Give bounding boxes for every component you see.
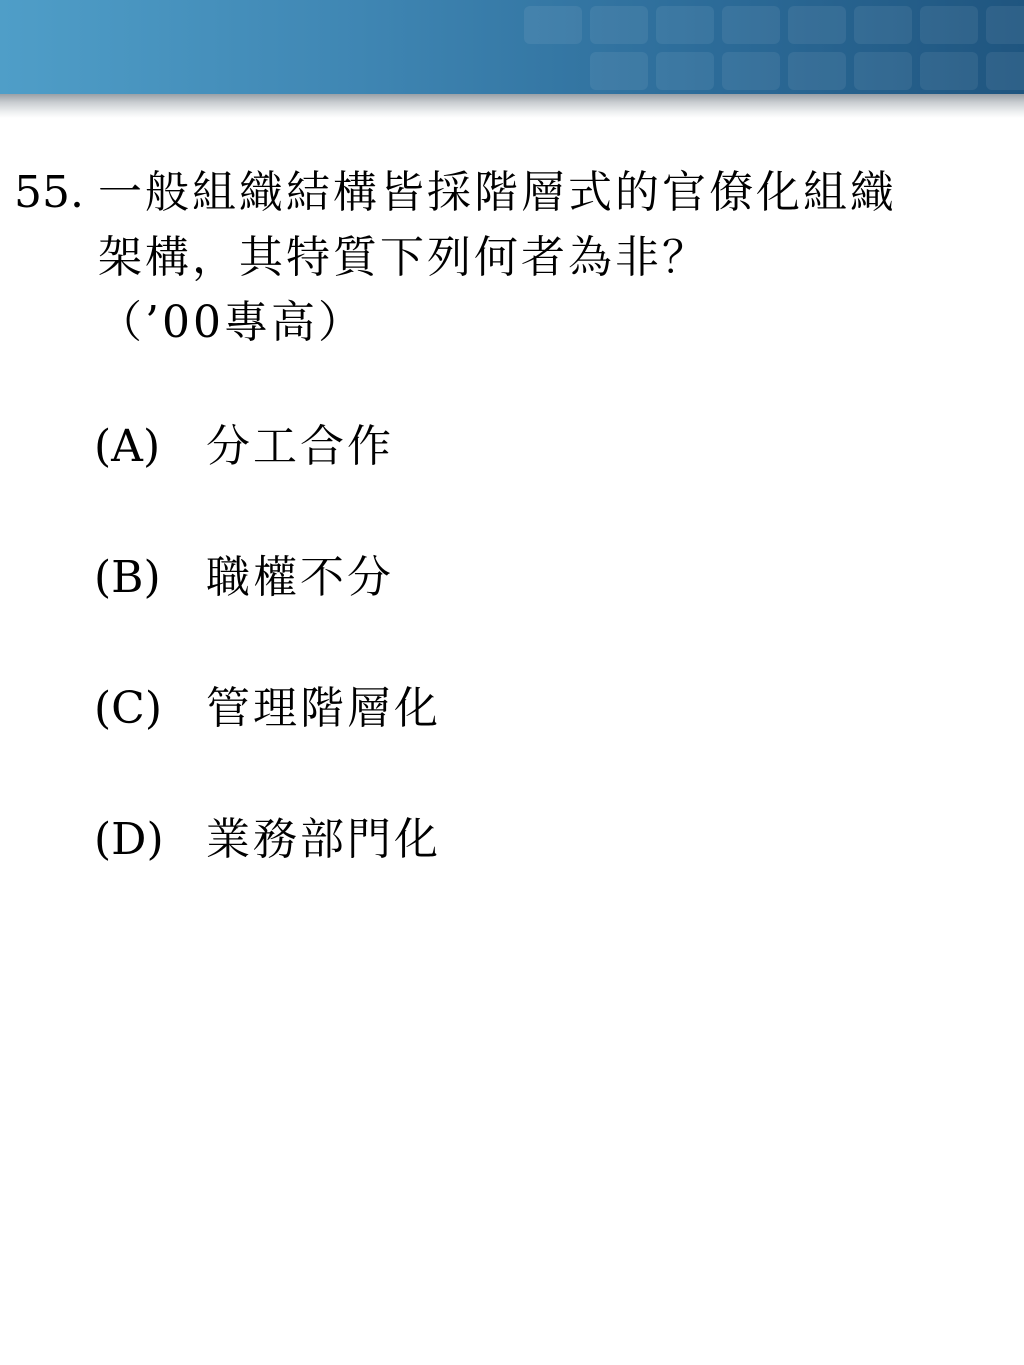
question-text-line2: 架構，其特質下列何者為非？ — [98, 232, 709, 283]
option-key: (A) — [94, 421, 161, 472]
option-key: (C) — [94, 683, 162, 734]
option-text: 職權不分 — [206, 552, 394, 603]
option-key: (D) — [94, 814, 164, 865]
answer-options — [94, 415, 441, 939]
question-number: 55. — [14, 167, 84, 218]
option-b[interactable] — [94, 546, 441, 677]
option-d[interactable] — [94, 808, 441, 939]
option-c[interactable] — [94, 677, 441, 808]
header-tile-pattern — [504, 0, 1024, 94]
option-text: 業務部門化 — [206, 814, 441, 865]
option-a[interactable] — [94, 415, 441, 546]
option-key: (B) — [94, 552, 161, 603]
option-text: 管理階層化 — [206, 683, 441, 734]
question-source: （’00專高） — [98, 297, 365, 348]
question-first-line — [14, 160, 1004, 225]
header-band — [0, 0, 1024, 94]
option-text: 分工合作 — [206, 421, 394, 472]
header-shadow — [0, 94, 1024, 118]
question-text-line1: 一般組織結構皆採階層式的官僚化組織 — [98, 167, 897, 218]
question-block — [14, 160, 1004, 355]
